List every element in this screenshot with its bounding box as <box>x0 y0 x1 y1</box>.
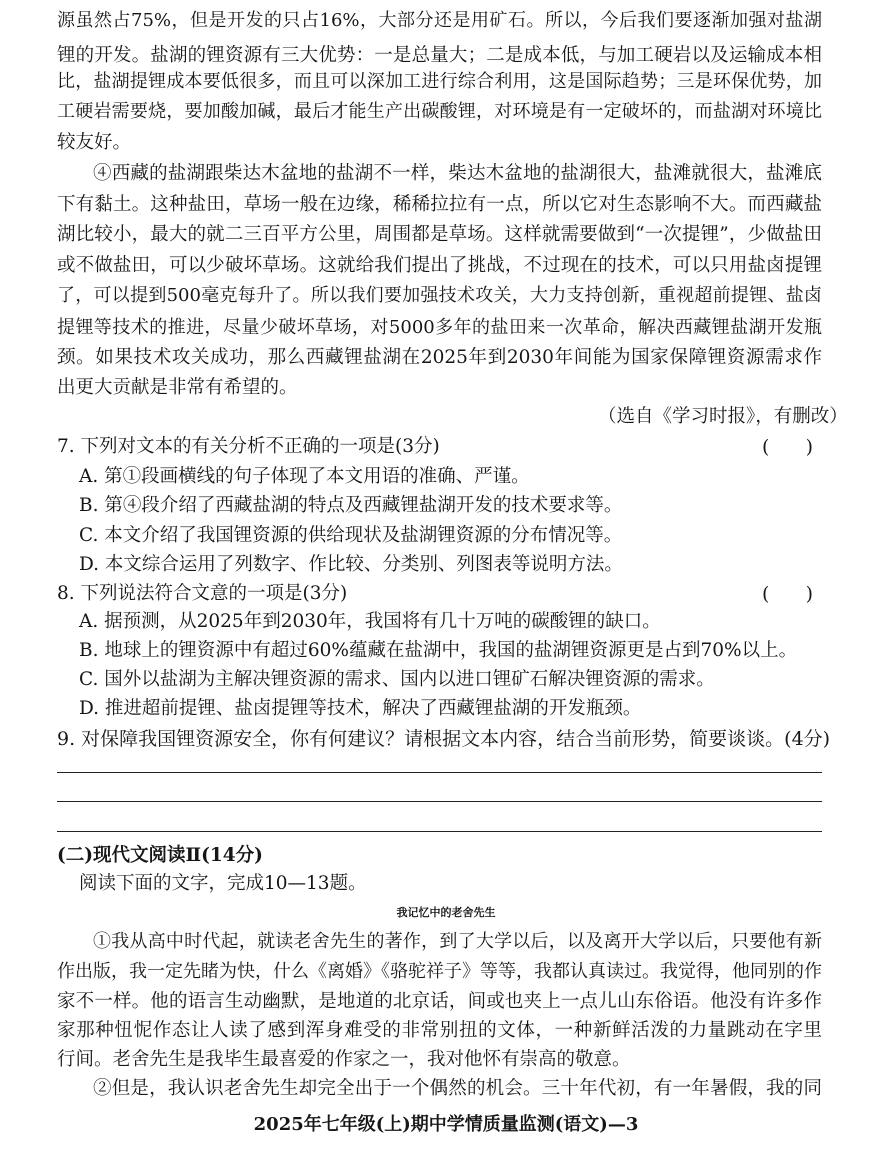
para4-line: 出更大贡献是非常有希望的。 <box>57 377 298 398</box>
answer-bracket-q7[interactable]: ( ) <box>762 436 814 458</box>
answer-line[interactable] <box>57 772 822 773</box>
para4-line: 提锂等技术的推进，尽量少破坏草场，对5000多年的盐田来一次革命，解决西藏锂盐湖开发瓶 <box>57 317 822 338</box>
article-title: 我记忆中的老舍先生 <box>396 906 496 919</box>
passage-line: 源虽然占75%，但是开发的只占16%，大部分还是用矿石。所以，今后我们要逐渐加强对盐湖 <box>57 10 822 31</box>
article-line: 作出版，我一定先睹为快，什么《离婚》《骆驼祥子》等等，我都认真读过。我觉得，他同别的作 <box>57 961 822 982</box>
para4-line: 下有黏土。这种盐田，草场一般在边缘，稀稀拉拉有一点，所以它对生态影响不大。而西藏盐 <box>57 194 822 215</box>
article-line: ②但是，我认识老舍先生却完全出于一个偶然的机会。三十年代初，有一年暑假，我的同 <box>93 1078 822 1099</box>
passage-line: 较友好。 <box>57 132 132 153</box>
question-8-option-b: B. 地球上的锂资源中有超过60%蕴藏在盐湖中，我国的盐湖锂资源更是占到70%以上。 <box>79 640 798 661</box>
article-line: 行间。老舍先生是我毕生最喜爱的作家之一，我对他怀有崇高的敬意。 <box>57 1049 631 1070</box>
question-7-option-a: A. 第①段画横线的句子体现了本文用语的准确、严谨。 <box>79 466 530 487</box>
answer-line[interactable] <box>57 801 822 802</box>
passage-line: 锂的开发。盐湖的锂资源有三大优势：一是总量大；二是成本低，与加工硬岩以及运输成本相 <box>57 45 822 66</box>
question-9-stem: 9. 对保障我国锂资源安全，你有何建议？请根据文本内容，结合当前形势，简要谈谈。(4分) <box>57 728 831 750</box>
article-line: 家不一样。他的语言生动幽默，是地道的北京话，间或也夹上一点儿山东俗语。他没有许多作 <box>57 991 822 1012</box>
para4-line: ④西藏的盐湖跟柴达木盆地的盐湖不一样，柴达木盆地的盐湖很大，盐滩就很大，盐滩底 <box>93 163 822 184</box>
question-8-option-c: C. 国外以盐湖为主解决锂资源的需求、国内以进口锂矿石解决锂资源的需求。 <box>79 669 715 690</box>
question-7-option-d: D. 本文综合运用了列数字、作比较、分类别、列图表等说明方法。 <box>79 554 623 575</box>
question-8-option-d: D. 推进超前提锂、盐卤提锂等技术，解决了西藏锂盐湖的开发瓶颈。 <box>79 698 642 719</box>
section-heading: (二)现代文阅读Ⅱ(14分) <box>57 845 263 866</box>
answer-line[interactable] <box>57 831 822 832</box>
question-7-option-c: C. 本文介绍了我国锂资源的供给现状及盐湖锂资源的分布情况等。 <box>79 525 623 546</box>
passage-line: 比，盐湖提锂成本要低很多，而且可以深加工进行综合利用，这是国际趋势；三是环保优势，加 <box>57 71 822 92</box>
page-footer: 2025年七年级(上)期中学情质量监测(语文)—3 <box>253 1114 639 1135</box>
answer-bracket-q8[interactable]: ( ) <box>762 583 814 605</box>
question-8-option-a: A. 据预测，从2025年到2030年，我国将有几十万吨的碳酸锂的缺口。 <box>79 611 661 632</box>
section-instruction: 阅读下面的文字，完成10—13题。 <box>79 873 367 894</box>
article-line: 家那种忸怩作态让人读了感到浑身难受的非常别扭的文体，一种新鲜活泼的力量跳动在字里 <box>57 1020 822 1041</box>
question-8-stem: 8. 下列说法符合文意的一项是(3分) <box>57 583 348 604</box>
passage-line: 工硬岩需要烧，要加酸加碱，最后才能生产出碳酸锂，对环境是有一定破坏的，而盐湖对环境比 <box>57 101 822 122</box>
para4-line: 或不做盐田，可以少破坏草场。这就给我们提出了挑战，不过现在的技术，可以只用盐卤提锂 <box>57 255 822 276</box>
question-7-option-b: B. 第④段介绍了西藏盐湖的特点及西藏锂盐湖开发的技术要求等。 <box>79 495 623 516</box>
article-line: ①我从高中时代起，就读老舍先生的著作，到了大学以后，以及离开大学以后，只要他有新 <box>93 931 822 952</box>
source-citation: （选自《学习时报》，有删改） <box>598 406 848 427</box>
para4-line: 了，可以提到500毫克每升了。所以我们要加强技术攻关，大力支持创新，重视超前提锂、盐卤 <box>57 285 822 306</box>
para4-line: 湖比较小，最大的就二三百平方公里，周围都是草场。这样就需要做到“一次提锂”，少做盐田 <box>57 224 822 245</box>
para4-line: 颈。如果技术攻关成功，那么西藏锂盐湖在2025年到2030年间能为国家保障锂资源需求作 <box>57 347 822 368</box>
question-7-stem: 7. 下列对文本的有关分析不正确的一项是(3分) <box>57 436 440 457</box>
